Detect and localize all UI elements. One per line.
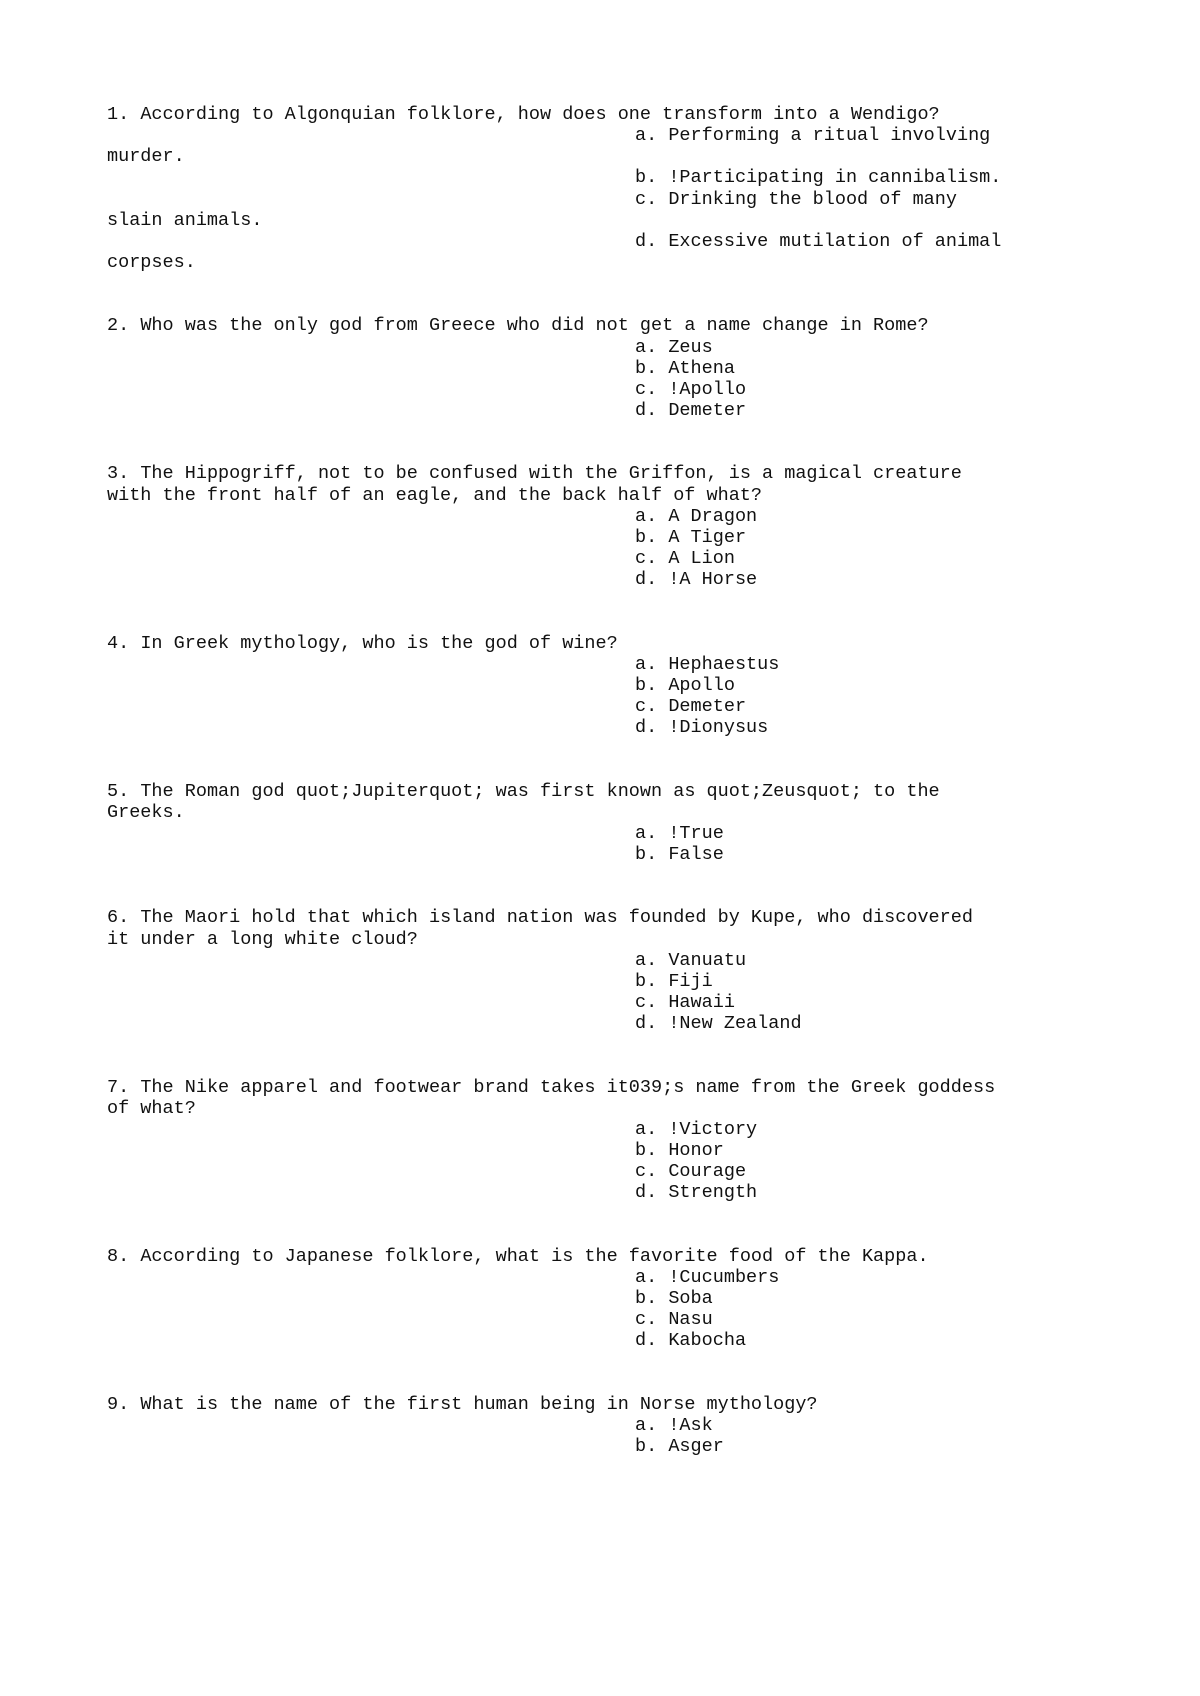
option-text: !Dionysus (668, 717, 769, 739)
answer-option (107, 527, 1107, 548)
question-block (107, 1246, 1107, 1352)
answer-option (107, 992, 1107, 1013)
option-label: d. (635, 1182, 658, 1204)
question-block (107, 463, 1107, 590)
question-number: 4. (107, 632, 130, 654)
option-text: Demeter (668, 695, 747, 717)
option-text-continuation: murder. (107, 146, 185, 168)
answer-option (107, 675, 1107, 696)
question-text: with the front half of an eagle, and the back half of what? (107, 484, 763, 506)
answer-option (107, 1013, 1107, 1034)
question-text-line (107, 802, 1107, 823)
option-label: b. (635, 357, 658, 379)
question-spacer (107, 865, 1107, 907)
option-text: False (668, 843, 724, 865)
question-text-line (107, 781, 1107, 802)
option-text: !A Horse (668, 569, 758, 591)
option-label: d. (635, 399, 658, 421)
option-label: a. (635, 822, 658, 844)
option-text: !Apollo (668, 378, 747, 400)
question-text-line (107, 1098, 1107, 1119)
option-text: A Lion (668, 547, 735, 569)
question-text: Greeks. (107, 801, 185, 823)
question-block (107, 1394, 1107, 1457)
option-text: Fiji (668, 970, 713, 992)
question-text-line (107, 485, 1107, 506)
option-text: Kabocha (668, 1330, 747, 1352)
answer-option (107, 1182, 1107, 1203)
option-text: Asger (668, 1435, 724, 1457)
question-text: According to Algonquian folklore, how does one transform into a Wendigo? (140, 104, 940, 125)
option-text: A Dragon (668, 505, 758, 527)
option-text: Courage (668, 1161, 747, 1183)
question-text-line (107, 633, 1107, 654)
option-text: !New Zealand (668, 1013, 802, 1035)
option-label: d. (635, 1330, 658, 1352)
answer-option (107, 1119, 1107, 1140)
answer-option (107, 950, 1107, 971)
question-text: In Greek mythology, who is the god of wine? (140, 632, 618, 654)
option-label: b. (635, 167, 658, 189)
question-text-line (107, 1246, 1107, 1267)
answer-option (107, 1415, 1107, 1436)
question-spacer (107, 1034, 1107, 1076)
answer-option (107, 506, 1107, 527)
option-label: d. (635, 717, 658, 739)
option-label: a. (635, 1266, 658, 1288)
answer-option (107, 717, 1107, 738)
answer-option (107, 231, 1107, 252)
option-text-continuation: corpses. (107, 251, 196, 273)
option-text: Drinking the blood of many (668, 188, 957, 210)
question-text-line (107, 907, 1107, 928)
question-text: The Roman god quot;Jupiterquot; was first known as quot;Zeusquot; to the (140, 780, 940, 802)
option-label: a. (635, 949, 658, 971)
question-spacer (107, 1351, 1107, 1393)
option-label: c. (635, 991, 658, 1013)
answer-option (107, 400, 1107, 421)
answer-option (107, 1309, 1107, 1330)
question-text: The Maori hold that which island nation was founded by Kupe, who discovered (140, 907, 973, 929)
answer-option (107, 1330, 1107, 1351)
option-label: b. (635, 970, 658, 992)
option-label: d. (635, 1013, 658, 1035)
answer-option (107, 167, 1107, 188)
answer-option (107, 379, 1107, 400)
option-label: a. (635, 653, 658, 675)
question-block (107, 907, 1107, 1034)
answer-option (107, 1267, 1107, 1288)
option-text: Apollo (668, 674, 735, 696)
answer-option (107, 569, 1107, 590)
option-label: b. (635, 1287, 658, 1309)
question-text: According to Japanese folklore, what is the favorite food of the Kappa. (140, 1245, 929, 1267)
answer-option (107, 823, 1107, 844)
question-text: Who was the only god from Greece who did not get a name change in Rome? (140, 315, 929, 337)
option-text: Vanuatu (668, 949, 747, 971)
option-text: Nasu (668, 1309, 713, 1331)
question-spacer (107, 421, 1107, 463)
option-text-continuation: slain animals. (107, 209, 263, 231)
option-text: Honor (668, 1139, 724, 1161)
option-label: a. (635, 1414, 658, 1436)
question-block (107, 315, 1107, 421)
question-text-line (107, 315, 1107, 336)
answer-option (107, 1288, 1107, 1309)
quiz-document (107, 104, 1107, 1457)
option-text: !Cucumbers (668, 1266, 780, 1288)
option-text: Hawaii (668, 991, 735, 1013)
question-number: 5. (107, 780, 130, 802)
answer-option (107, 1436, 1107, 1457)
option-label: a. (635, 1118, 658, 1140)
option-label: c. (635, 1161, 658, 1183)
option-text: Soba (668, 1287, 713, 1309)
question-text: The Nike apparel and footwear brand takes it039;s name from the Greek goddess (140, 1076, 996, 1098)
answer-option (107, 1140, 1107, 1161)
question-number: 2. (107, 315, 130, 337)
option-text: Demeter (668, 399, 747, 421)
option-label: b. (635, 526, 658, 548)
question-number: 6. (107, 907, 130, 929)
question-number: 7. (107, 1076, 130, 1098)
answer-option (107, 189, 1107, 210)
question-spacer (107, 590, 1107, 632)
question-spacer (107, 273, 1107, 315)
answer-option (107, 337, 1107, 358)
option-label: a. (635, 505, 658, 527)
question-text-line (107, 1394, 1107, 1415)
answer-option (107, 125, 1107, 146)
option-text: A Tiger (668, 526, 747, 548)
option-label: c. (635, 547, 658, 569)
question-block (107, 1077, 1107, 1204)
question-number: 9. (107, 1393, 130, 1415)
answer-option (107, 971, 1107, 992)
question-text-line (107, 463, 1107, 484)
option-label: b. (635, 674, 658, 696)
option-text: !Participating in cannibalism. (668, 167, 1002, 189)
option-text: !Ask (668, 1414, 713, 1436)
option-text: !Victory (668, 1118, 758, 1140)
question-number: 8. (107, 1245, 130, 1267)
option-label: d. (635, 569, 658, 591)
question-text-line (107, 929, 1107, 950)
option-label: a. (635, 125, 658, 147)
question-text: What is the name of the first human being in Norse mythology? (140, 1393, 818, 1415)
option-label: a. (635, 336, 658, 358)
question-block (107, 633, 1107, 739)
option-text: !True (668, 822, 724, 844)
option-text: Hephaestus (668, 653, 780, 675)
question-number: 1. (107, 104, 130, 125)
option-label: b. (635, 843, 658, 865)
option-label: c. (635, 695, 658, 717)
option-label: c. (635, 1309, 658, 1331)
answer-option (107, 844, 1107, 865)
option-label: c. (635, 188, 658, 210)
option-text: Zeus (668, 336, 713, 358)
question-block (107, 104, 1107, 273)
question-text: it under a long white cloud? (107, 928, 418, 950)
answer-option (107, 696, 1107, 717)
option-text: Performing a ritual involving (668, 125, 991, 147)
option-text: Athena (668, 357, 735, 379)
answer-option (107, 654, 1107, 675)
question-text-line (107, 104, 1107, 125)
option-text: Strength (668, 1182, 758, 1204)
question-number: 3. (107, 463, 130, 485)
answer-option (107, 1161, 1107, 1182)
question-spacer (107, 738, 1107, 780)
option-label: d. (635, 230, 658, 252)
answer-option (107, 358, 1107, 379)
question-text: The Hippogriff, not to be confused with the Griffon, is a magical creature (140, 463, 962, 485)
question-spacer (107, 1203, 1107, 1245)
option-label: c. (635, 378, 658, 400)
option-label: b. (635, 1435, 658, 1457)
option-text: Excessive mutilation of animal (668, 230, 1002, 252)
question-text: of what? (107, 1097, 196, 1119)
question-block (107, 781, 1107, 866)
question-text-line (107, 1077, 1107, 1098)
answer-option (107, 548, 1107, 569)
option-label: b. (635, 1139, 658, 1161)
